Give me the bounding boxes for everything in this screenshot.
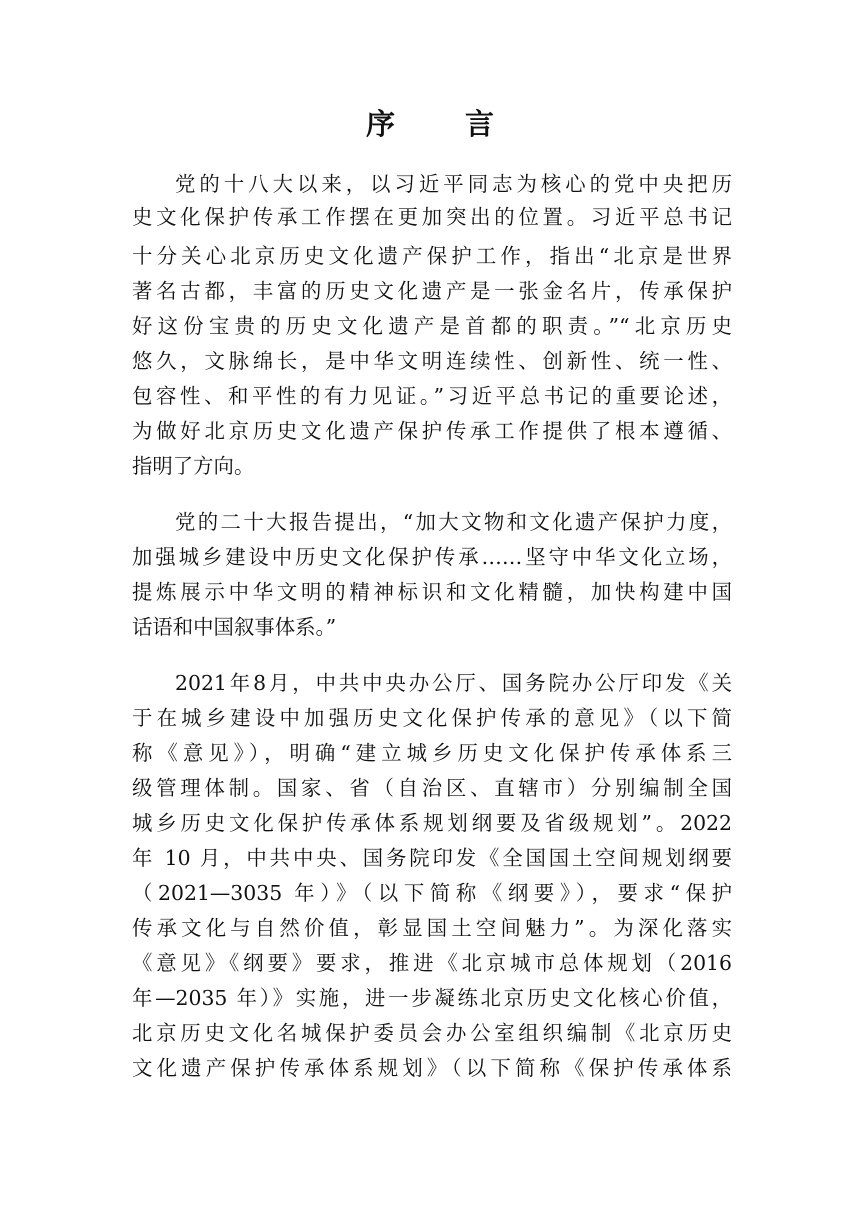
paragraph-1-line-7: 包容性、和平性的有力见证。”习近平总书记的重要论述， [132, 384, 732, 408]
paragraph-3-line-10: 年—2035 年）》实施，进一步凝练北京历史文化核心价值， [132, 986, 732, 1010]
paragraph-3-line-1: 2021年8月，中共中央办公厅、国务院办公厅印发《关 [175, 671, 732, 695]
paragraph-1-line-8: 为做好北京历史文化遗产保护传承工作提供了根本遵循、 [132, 419, 732, 443]
paragraph-1-line-2: 史文化保护传承工作摆在更加突出的位置。习近平总书记 [132, 205, 732, 229]
paragraph-2-line-4: 话语和中国叙事体系。” [132, 615, 337, 639]
paragraph-3-line-9: 《意见》《纲要》要求，推进《北京城市总体规划（2016 [132, 951, 732, 975]
paragraph-3-line-6: 年 10 月，中共中央、国务院印发《全国国土空间规划纲要 [132, 846, 732, 870]
paragraph-3-line-11: 北京历史文化名城保护委员会办公室组织编制《北京历史 [132, 1021, 732, 1045]
paragraph-1-line-9: 指明了方向。 [132, 454, 255, 478]
paragraph-3-line-12: 文化遗产保护传承体系规划》（以下简称《保护传承体系 [132, 1056, 732, 1080]
paragraph-1-line-1: 党的十八大以来，以习近平同志为核心的党中央把历 [175, 172, 732, 196]
paragraph-3-line-8: 传承文化与自然价值，彰显国土空间魅力”。为深化落实 [132, 916, 732, 940]
paragraph-1-line-5: 好这份宝贵的历史文化遗产是首都的职责。”“北京历史 [132, 314, 732, 338]
page-title: 序 言 [365, 107, 525, 141]
paragraph-3-line-5: 城乡历史文化保护传承体系规划纲要及省级规划”。2022 [132, 811, 732, 835]
paragraph-2-line-3: 提炼展示中华文明的精神标识和文化精髓，加快构建中国 [132, 580, 732, 604]
paragraph-2-line-1: 党的二十大报告提出，“加大文物和文化遗产保护力度， [175, 510, 732, 534]
paragraph-3-line-3: 称《意见》），明确“建立城乡历史文化保护传承体系三 [132, 741, 732, 765]
paragraph-1-line-6: 悠久，文脉绵长，是中华文明连续性、创新性、统一性、 [132, 349, 732, 373]
paragraph-1-line-3: 十分关心北京历史文化遗产保护工作，指出“北京是世界 [132, 244, 732, 268]
paragraph-1-line-4: 著名古都，丰富的历史文化遗产是一张金名片，传承保护 [132, 279, 732, 303]
paragraph-3-line-7: （2021—3035 年）》（以下简称《纲要》），要求“保护 [132, 881, 732, 905]
paragraph-3-line-2: 于在城乡建设中加强历史文化保护传承的意见》（以下简 [132, 706, 732, 730]
paragraph-2-line-2: 加强城乡建设中历史文化保护传承……坚守中华文化立场， [132, 545, 732, 569]
paragraph-3-line-4: 级管理体制。国家、省（自治区、直辖市）分别编制全国 [132, 776, 732, 800]
